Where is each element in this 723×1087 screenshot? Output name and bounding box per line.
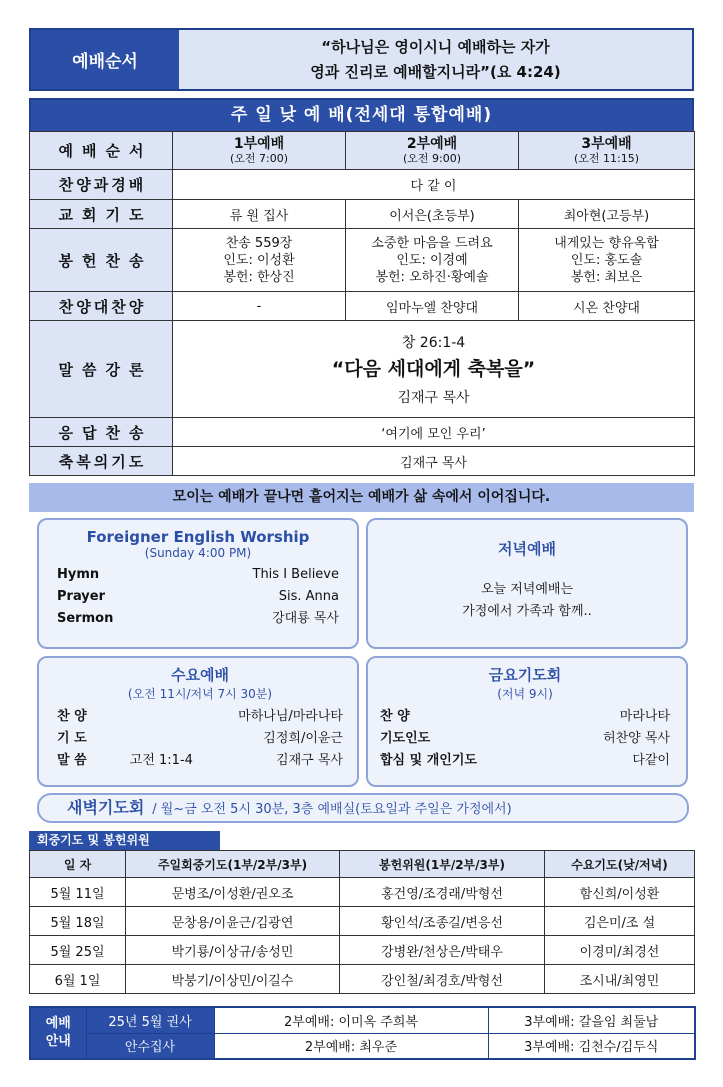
list-item: 기 도 김정희/이윤근 [57,731,343,746]
table-cell: 박기룡/이상규/송성민 [126,936,340,965]
table-cell: 5월 18일 [30,907,126,936]
table-cell: 5월 25일 [30,936,126,965]
table-cell: 박붕기/이상민/이길수 [126,965,340,994]
col-header: 일 자 [30,851,126,878]
table-cell: 이경미/최경선 [545,936,695,965]
table-row [30,418,695,447]
table-row [30,200,695,229]
sermon-cell [173,321,695,418]
table-cell: 5월 11일 [30,878,126,907]
col-header-3: 3부예배 (오전 11:15) [519,132,695,170]
table-row [30,936,695,965]
benediction-label: 축복의기도 [30,447,173,476]
table-row [30,907,695,936]
sunday-service-title: 주 일 낮 예 배(전세대 통합예배) [29,98,694,131]
table-row [30,447,695,476]
dawn-prayer-bar [37,793,689,823]
prayer-3: 최아현(고등부) [519,200,695,229]
table-cell: 조시내/최영민 [545,965,695,994]
table-cell: 강인철/최경호/박형선 [340,965,545,994]
evening-line-1: 오늘 저녁예배는 [480,582,574,597]
table-cell: 문병조/이성환/권오조 [126,878,340,907]
offering-2: 소중한 마음을 드려요 인도: 이경예 봉헌: 오하진·황예솔 [346,229,519,292]
choir-label: 찬양대찬양 [30,292,173,321]
col-header: 주일회중기도(1부/2부/3부) [126,851,340,878]
table-header-row [30,851,695,878]
evening-title: 저녁예배 [498,540,556,558]
prayer-2: 이서은(초등부) [346,200,519,229]
wednesday-box [37,656,359,787]
prayer-1: 류 원 집사 [173,200,346,229]
table-cell: 황인석/조종길/변응선 [340,907,545,936]
order-label: 예배순서 [30,132,173,170]
guide-cell: 3부예배: 김천수/김두식 [488,1033,695,1059]
col-header: 수요기도(낮/저녁) [545,851,695,878]
prayer-label: 교회기도 [30,200,173,229]
table-cell: 6월 1일 [30,965,126,994]
table-cell: 강병완/천상은/박태우 [340,936,545,965]
table-row [30,1033,695,1059]
usher-guide-table [29,1006,696,1060]
table-cell: 홍건영/조경래/박형선 [340,878,545,907]
offering-3: 내게있는 향유옥합 인도: 홍도솔 봉헌: 최보은 [519,229,695,292]
header-label: 예배순서 [31,30,179,89]
choir-2: 임마누엘 찬양대 [346,292,519,321]
offering-1: 찬송 559장 인도: 이성환 봉헌: 한상진 [173,229,346,292]
evening-worship-box [366,518,688,649]
sermon-title: “다음 세대에게 축복을” [331,357,536,380]
sermon-ref: 창 26:1-4 [401,334,466,351]
english-worship-title: Foreigner English Worship [86,528,310,546]
table-cell: 문창용/이윤근/김광연 [126,907,340,936]
guide-cell: 2부예배: 최우준 [214,1033,488,1059]
response-label: 응답찬송 [30,418,173,447]
guide-label: 예배 안내 [30,1007,86,1059]
table-cell: 김은미/조 설 [545,907,695,936]
choir-1: - [173,292,346,321]
header-verse [179,30,692,89]
list-item: Sermon 강대룡 목사 [57,611,339,626]
message-banner: 모이는 예배가 끝나면 흩어지는 예배가 삶 속에서 이어집니다. [29,483,694,512]
friday-box [366,656,688,787]
guide-sub-1: 25년 5월 권사 [86,1007,214,1033]
table-row [30,1007,695,1033]
prayer-table-tag: 회중기도 및 봉헌위원 [29,831,220,850]
sunday-service-table [29,131,695,476]
guide-cell: 3부예배: 갈을임 최둘남 [488,1007,695,1033]
list-item: 말 씀 고전 1:1-4 김재구 목사 [57,753,343,768]
table-row [30,229,695,292]
page-header [29,28,694,91]
friday-time: (저녁 9시) [497,687,553,701]
col-header-1: 1부예배 (오전 7:00) [173,132,346,170]
table-cell: 함신희/이성환 [545,878,695,907]
list-item: 기도인도 허찬양 목사 [380,731,670,746]
table-row [30,878,695,907]
table-row [30,292,695,321]
dawn-title: 새벽기도회 [67,798,145,817]
guide-sub-2: 안수집사 [86,1033,214,1059]
choir-3: 시온 찬양대 [519,292,695,321]
benediction-value: 김재구 목사 [173,447,695,476]
verse-line-2: 영과 진리로 예배할지니라”(요 4:24) [310,63,561,81]
col-header-2: 2부예배 (오전 9:00) [346,132,519,170]
sermon-label: 말씀강론 [30,321,173,418]
table-row [30,965,695,994]
praise-label: 찬양과경배 [30,170,173,200]
table-row [30,132,695,170]
wednesday-time: (오전 11시/저녁 7시 30분) [127,687,273,701]
friday-title: 금요기도회 [488,666,562,684]
offering-label: 봉헌찬송 [30,229,173,292]
prayer-table [29,850,695,994]
sermon-speaker: 김재구 목사 [397,389,470,406]
list-item: 찬 양 마하나님/마라나타 [57,709,343,724]
evening-line-2: 가정에서 가족과 함께.. [462,604,592,619]
list-item: 합심 및 개인기도 다같이 [380,753,670,768]
table-row [30,170,695,200]
english-worship-time: (Sunday 4:00 PM) [144,546,252,560]
list-item: Prayer Sis. Anna [57,589,339,604]
response-value: ‘여기에 모인 우리’ [173,418,695,447]
wednesday-title: 수요예배 [171,666,229,684]
verse-line-1: “하나님은 영이시니 예배하는 자가 [321,38,550,56]
list-item: 찬 양 마라나타 [380,709,670,724]
col-header: 봉헌위원(1부/2부/3부) [340,851,545,878]
guide-cell: 2부예배: 이미옥 주희복 [214,1007,488,1033]
dawn-detail: / 월~금 오전 5시 30분, 3층 예배실(토요일과 주일은 가정에서) [152,802,512,817]
list-item: Hymn This I Believe [57,567,339,582]
table-row [30,321,695,418]
english-worship-box [37,518,359,649]
praise-value: 다 같 이 [173,170,695,200]
